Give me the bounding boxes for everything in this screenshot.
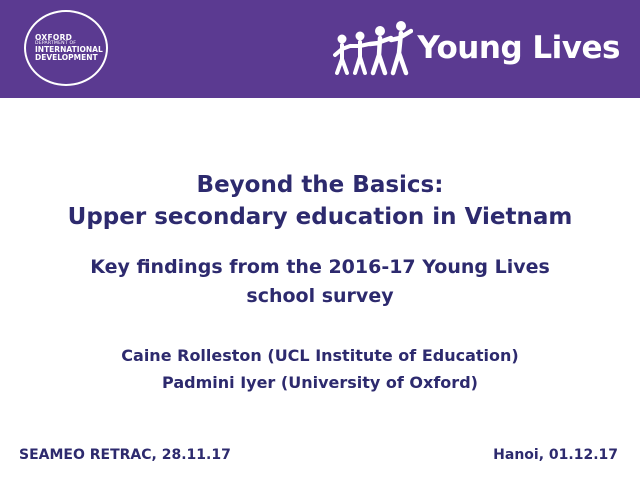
subtitle-line-2: school survey	[246, 285, 394, 307]
oxford-logo-line1: OXFORD	[35, 32, 73, 42]
footer-location-date: Hanoi, 01.12.17	[493, 447, 618, 463]
footer-event-date: SEAMEO RETRAC, 28.11.17	[19, 447, 231, 463]
author-1: Caine Rolleston (UCL Institute of Education)	[121, 346, 519, 365]
subtitle-line-1: Key findings from the 2016-17 Young Lives	[90, 256, 550, 278]
children-figures-icon	[333, 19, 413, 77]
author-2: Padmini Iyer (University of Oxford)	[162, 373, 478, 392]
oxford-logo-line2: DEPARTMENT OF	[35, 40, 77, 46]
header-band	[0, 0, 640, 98]
oxford-logo-line3: INTERNATIONAL	[35, 45, 103, 55]
oxford-department-logo	[24, 10, 108, 86]
young-lives-logo	[333, 16, 620, 80]
young-lives-logo-text: Young Lives	[417, 30, 620, 66]
oxford-logo-line4: DEVELOPMENT	[35, 53, 98, 63]
title-line-1: Beyond the Basics:	[196, 172, 444, 198]
title-line-2: Upper secondary education in Vietnam	[67, 204, 573, 230]
